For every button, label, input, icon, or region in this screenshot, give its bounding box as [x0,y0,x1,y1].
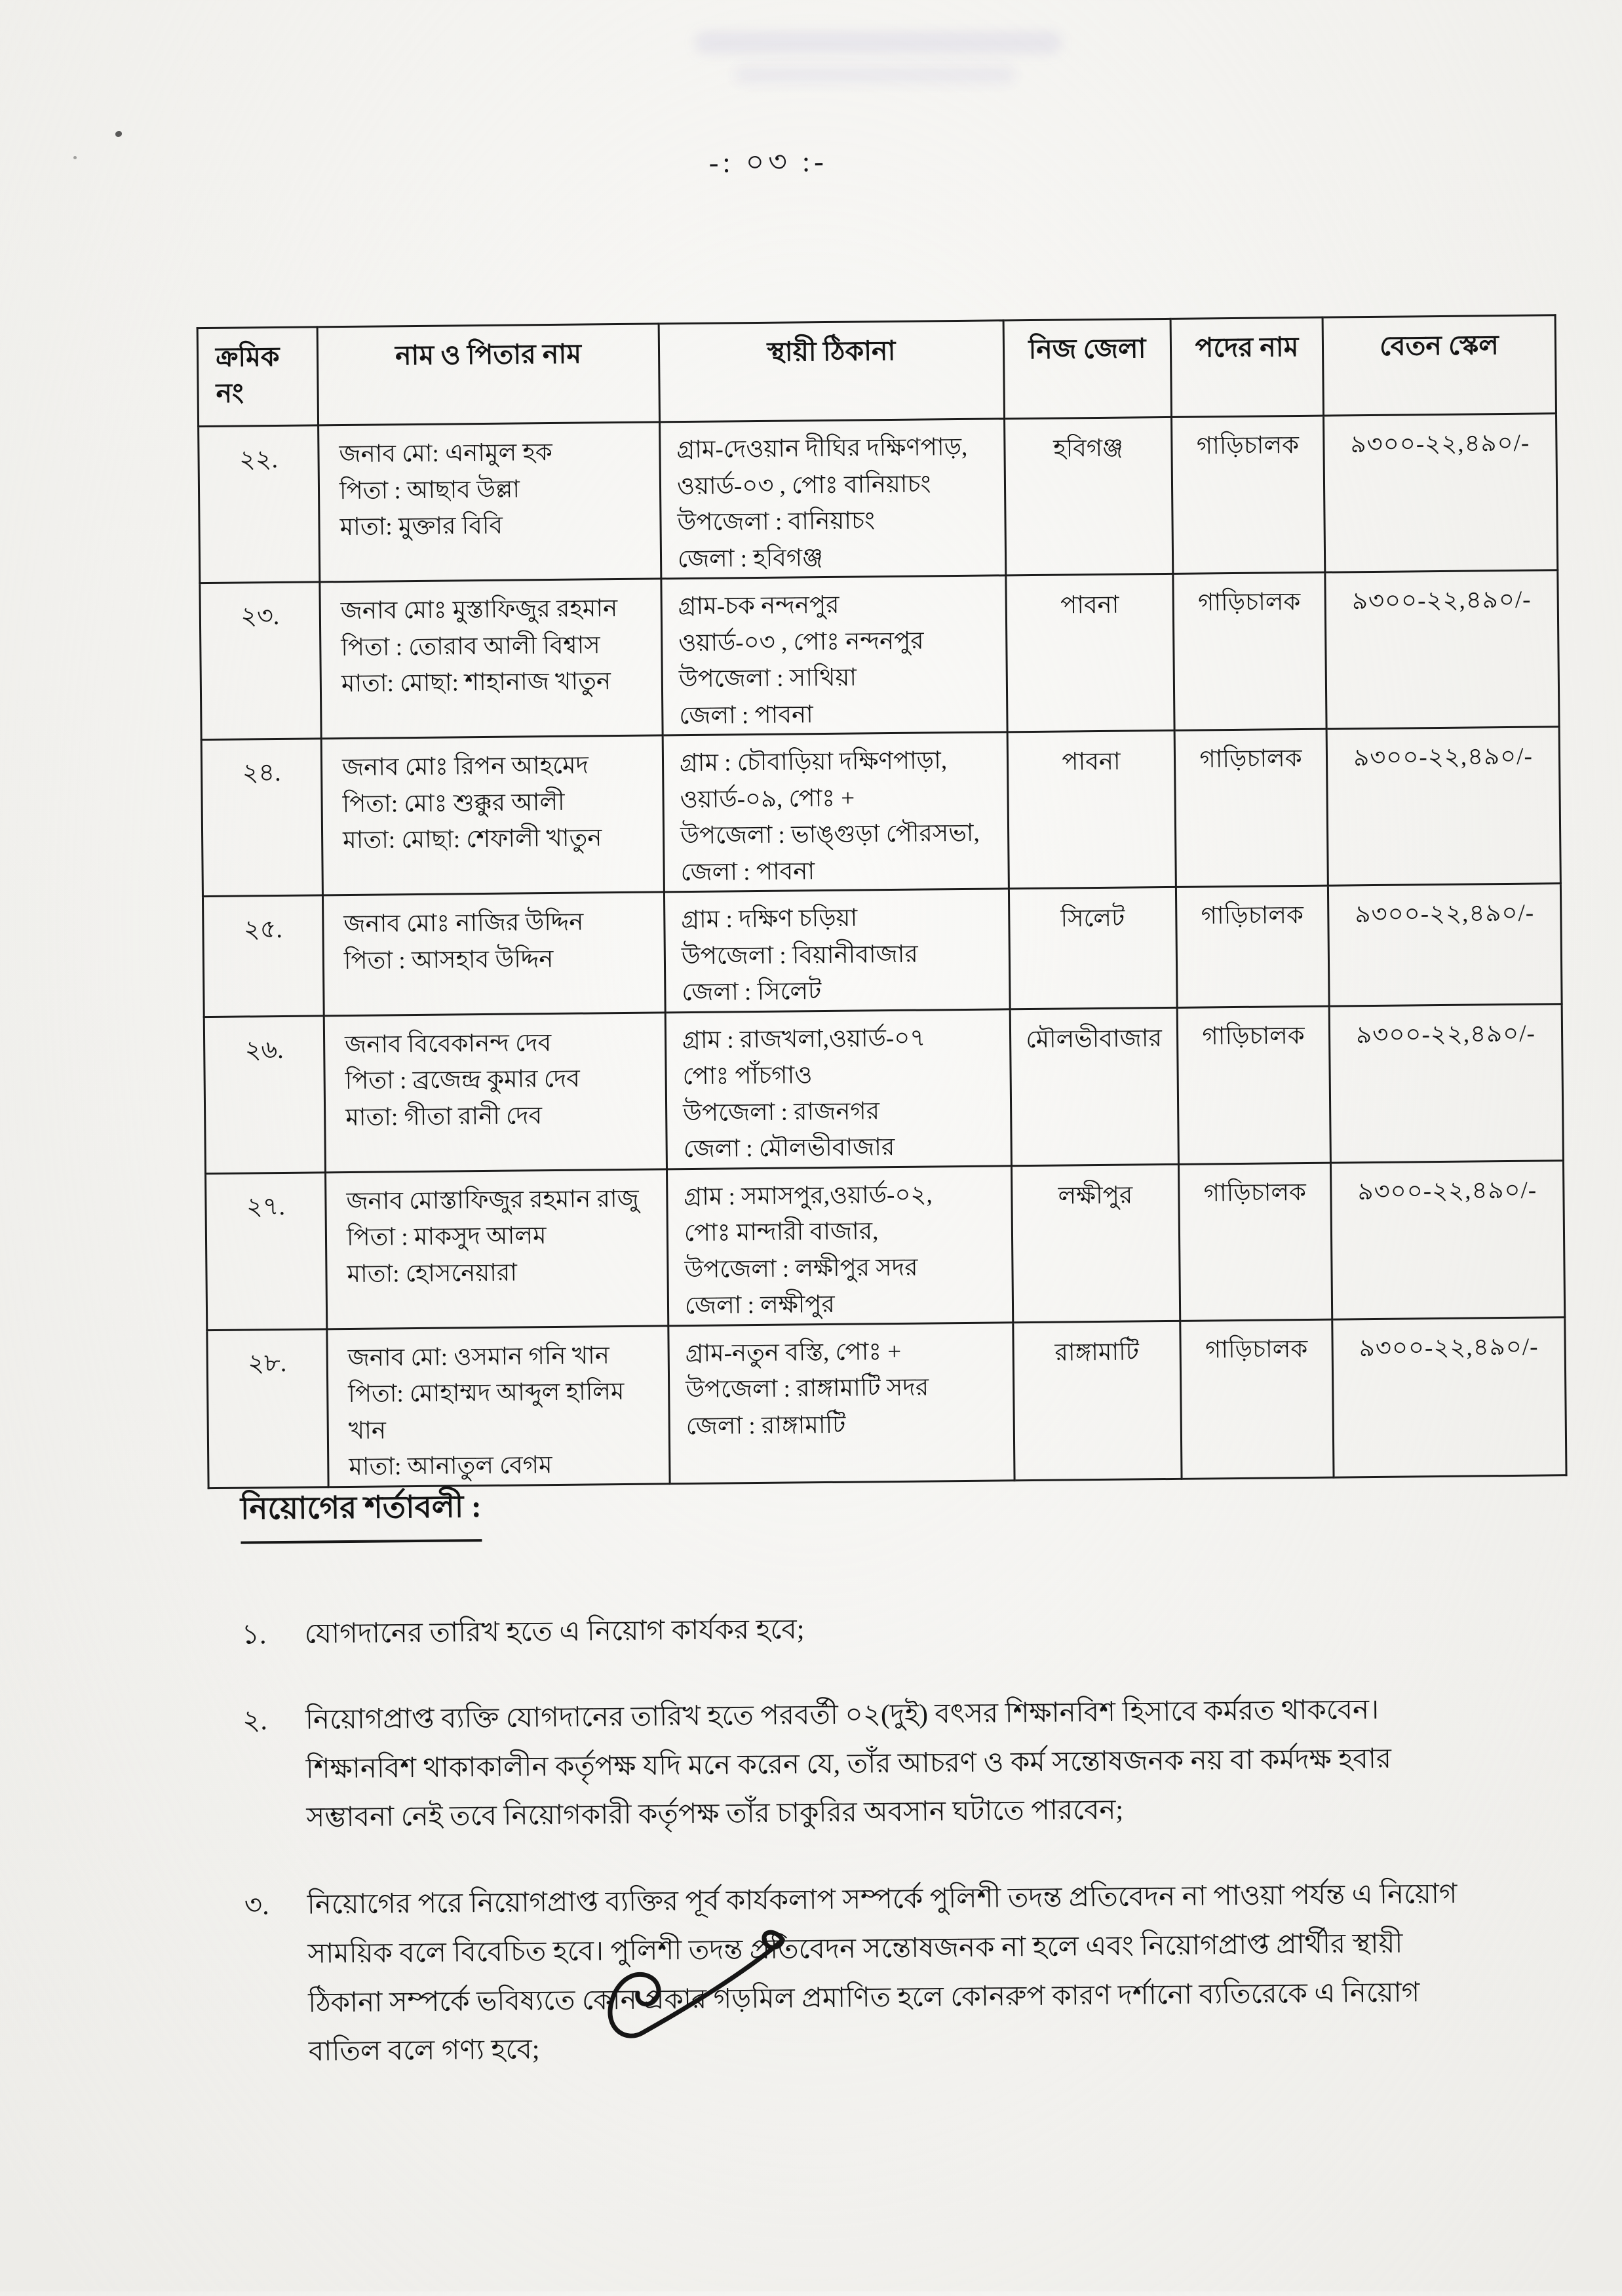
terms-heading: নিয়োগের শর্তাবলী : [241,1483,482,1544]
term-text: যোগদানের তারিখ হতে এ নিয়োগ কার্যকর হবে; [304,1614,805,1650]
table-row [200,570,1559,740]
term-item [241,1598,1559,1660]
table-row [203,884,1562,1017]
header-cell-post-name: পদের নাম [1170,317,1323,417]
serial-cell: ২৩. [200,582,321,740]
name-cell: জনাব বিবেকানন্দ দেব পিতা : ব্রজেন্দ্র কুমার দেব মাতা: গীতা রানী দেব [324,1012,666,1172]
table-row [207,1317,1566,1488]
term-text: নিয়োগপ্রাপ্ত ব্যক্তি যোগদানের তারিখ হতে পরবর্তী ০২(দুই) বৎসর শিক্ষানবিশ হিসাবে কর্মরত থাকবেন। শিক্ষানবিশ থাকাকালীন কর্তৃপক্ষ যদি মনে করেন যে, তাঁর আচরণ ও কর্ম সন্তোষজনক নয় বা কর্মদক্ষ হবার সম্ভাবনা নেই তবে নিয়োগকারী কর্তৃপক্ষ তাঁর চাকুরির অবসান ঘটাতে পারবেন; [305,1694,1392,1833]
pay-scale-cell: ৯৩০০-২২,৪৯০/- [1329,1003,1563,1162]
table-row [206,1160,1565,1330]
name-cell: জনাব মোস্তাফিজুর রহমান রাজু পিতা : মাকসুদ আলম মাতা: হোসনেয়ারা [326,1169,668,1329]
district-cell: রাঙ্গামাটি [1013,1321,1182,1480]
pay-scale-cell: ৯৩০০-২২,৪৯০/- [1332,1317,1566,1477]
post-cell: গাড়িচালক [1173,572,1326,730]
name-cell: জনাব মো: এনামুল হক পিতা : আছাব উল্লা মাতা: মুক্তার বিবি [319,422,661,582]
pay-scale-cell: ৯৩০০-২২,৪৯০/- [1324,414,1558,572]
district-cell: হবিগঞ্জ [1005,417,1173,575]
table-row [201,727,1560,897]
header-cell-serial: ক্রমিক নং [197,327,318,427]
term-item [244,1869,1563,2077]
name-cell: জনাব মো: ওসমান গনি খান পিতা: মোহাম্মদ আব্দুল হালিম খান মাতা: আনাতুল বেগম [327,1325,670,1487]
name-cell: জনাব মোঃ নাজির উদ্দিন পিতা : আসহাব উদ্দিন [322,892,665,1015]
name-cell: জনাব মোঃ মুস্তাফিজুর রহমান পিতা : তোরাব আলী বিশ্বাস মাতা: মোছা: শাহানাজ খাতুন [320,579,663,739]
term-item [242,1684,1561,1844]
serial-cell: ২৪. [201,739,322,897]
pay-scale-cell: ৯৩০০-২২,৪৯০/- [1326,727,1560,885]
address-cell: গ্রাম-নতুন বস্তি, পোঃ + উপজেলা : রাঙ্গামাটি সদর জেলা : রাঙ্গামাটি [668,1322,1014,1483]
district-cell: পাবনা [1007,730,1176,888]
signature-icon [574,1926,796,2056]
district-cell: লক্ষীপুর [1011,1164,1180,1322]
address-cell: গ্রাম : চৌবাড়িয়া দক্ষিণপাড়া, ওয়ার্ড-০৯, পোঃ + উপজেলা : ভাঙ্গুড়া পৌরসভা, জেলা : পাবনা [663,732,1009,892]
address-cell: গ্রাম-চক নন্দনপুর ওয়ার্ড-০৩ , পোঃ নন্দনপুর উপজেলা : সাথিয়া জেলা : পাবনা [661,575,1007,735]
address-cell: গ্রাম-দেওয়ান দীঘির দক্ষিণপাড়, ওয়ার্ড-০৩ , পোঃ বানিয়াচং উপজেলা : বানিয়াচং জেলা : হবিগঞ্জ [660,419,1006,579]
pay-scale-cell: ৯৩০০-২২,৪৯০/- [1325,570,1559,729]
serial-cell: ২২. [199,425,320,583]
post-cell: গাড়িচালক [1180,1319,1334,1479]
post-cell: গাড়িচালক [1178,1163,1332,1321]
serial-cell: ২৫. [203,895,324,1017]
term-text: নিয়োগের পরে নিয়োগপ্রাপ্ত ব্যক্তির পূর্ব কার্যকলাপ সম্পর্কে পুলিশী তদন্ত প্রতিবেদন না পাওয়া পর্যন্ত এ নিয়োগ সাময়িক বলে বিবেচিত হবে। পুলিশী তদন্ত প্রতিবেদন সন্তোষজনক না হলে এবং নিয়োগপ্রাপ্ত প্রার্থীর স্থায়ী ঠিকানা সম্পর্কে ভবিষ্যতে কোন প্রকার গড়মিল প্রমাণিত হলে কোনরুপ কারণ দর্শানো ব্যতিরেকে এ নিয়োগ বাতিল বলে গণ্য হবে; [307,1878,1458,2067]
header-cell-name-father: নাম ও পিতার নাম [317,324,659,425]
district-cell: মৌলভীবাজার [1010,1007,1178,1165]
header-cell-pay-scale: বেতন স্কেল [1323,315,1556,416]
pay-scale-cell: ৯৩০০-২২,৪৯০/- [1328,884,1562,1006]
table-row [204,1003,1563,1173]
post-cell: গাড়িচালক [1176,885,1329,1007]
name-cell: জনাব মোঃ রিপন আহমেদ পিতা: মোঃ শুক্কুর আলী মাতা: মোছা: শেফালী খাতুন [321,735,664,895]
address-cell: গ্রাম : দক্ষিণ চড়িয়া উপজেলা : বিয়ানীবাজার জেলা : সিলেট [664,889,1010,1013]
post-cell: গাড়িচালক [1177,1006,1330,1164]
serial-cell: ২৮. [207,1329,328,1488]
header-cell-home-district: নিজ জেলা [1003,319,1171,418]
serial-cell: ২৭. [206,1172,327,1330]
term-number: ৩. [244,1890,269,1921]
term-number: ২. [242,1705,268,1736]
serial-cell: ২৬. [204,1015,325,1173]
post-cell: গাড়িচালক [1172,416,1325,574]
post-cell: গাড়িচালক [1174,729,1328,887]
address-cell: গ্রাম : রাজখলা,ওয়ার্ড-০৭ পোঃ পাঁচগাও উপজেলা : রাজনগর জেলা : মৌলভীবাজার [665,1009,1011,1169]
header-cell-permanent-address: স্থায়ী ঠিকানা [659,321,1004,422]
district-cell: সিলেট [1009,887,1177,1009]
pay-scale-cell: ৯৩০০-২২,৪৯০/- [1330,1160,1564,1319]
table-row [199,414,1558,583]
table-header-row [197,315,1556,427]
term-number: ১. [241,1620,267,1650]
district-cell: পাবনা [1006,574,1174,731]
address-cell: গ্রাম : সমাসপুর,ওয়ার্ড-০২, পোঃ মান্দারী বাজার, উপজেলা : লক্ষীপুর সদর জেলা : লক্ষীপুর [666,1165,1013,1325]
terms-section [241,1472,1564,2077]
page-number: -: ০৩ :- [708,145,828,179]
applicants-table [197,314,1568,1489]
